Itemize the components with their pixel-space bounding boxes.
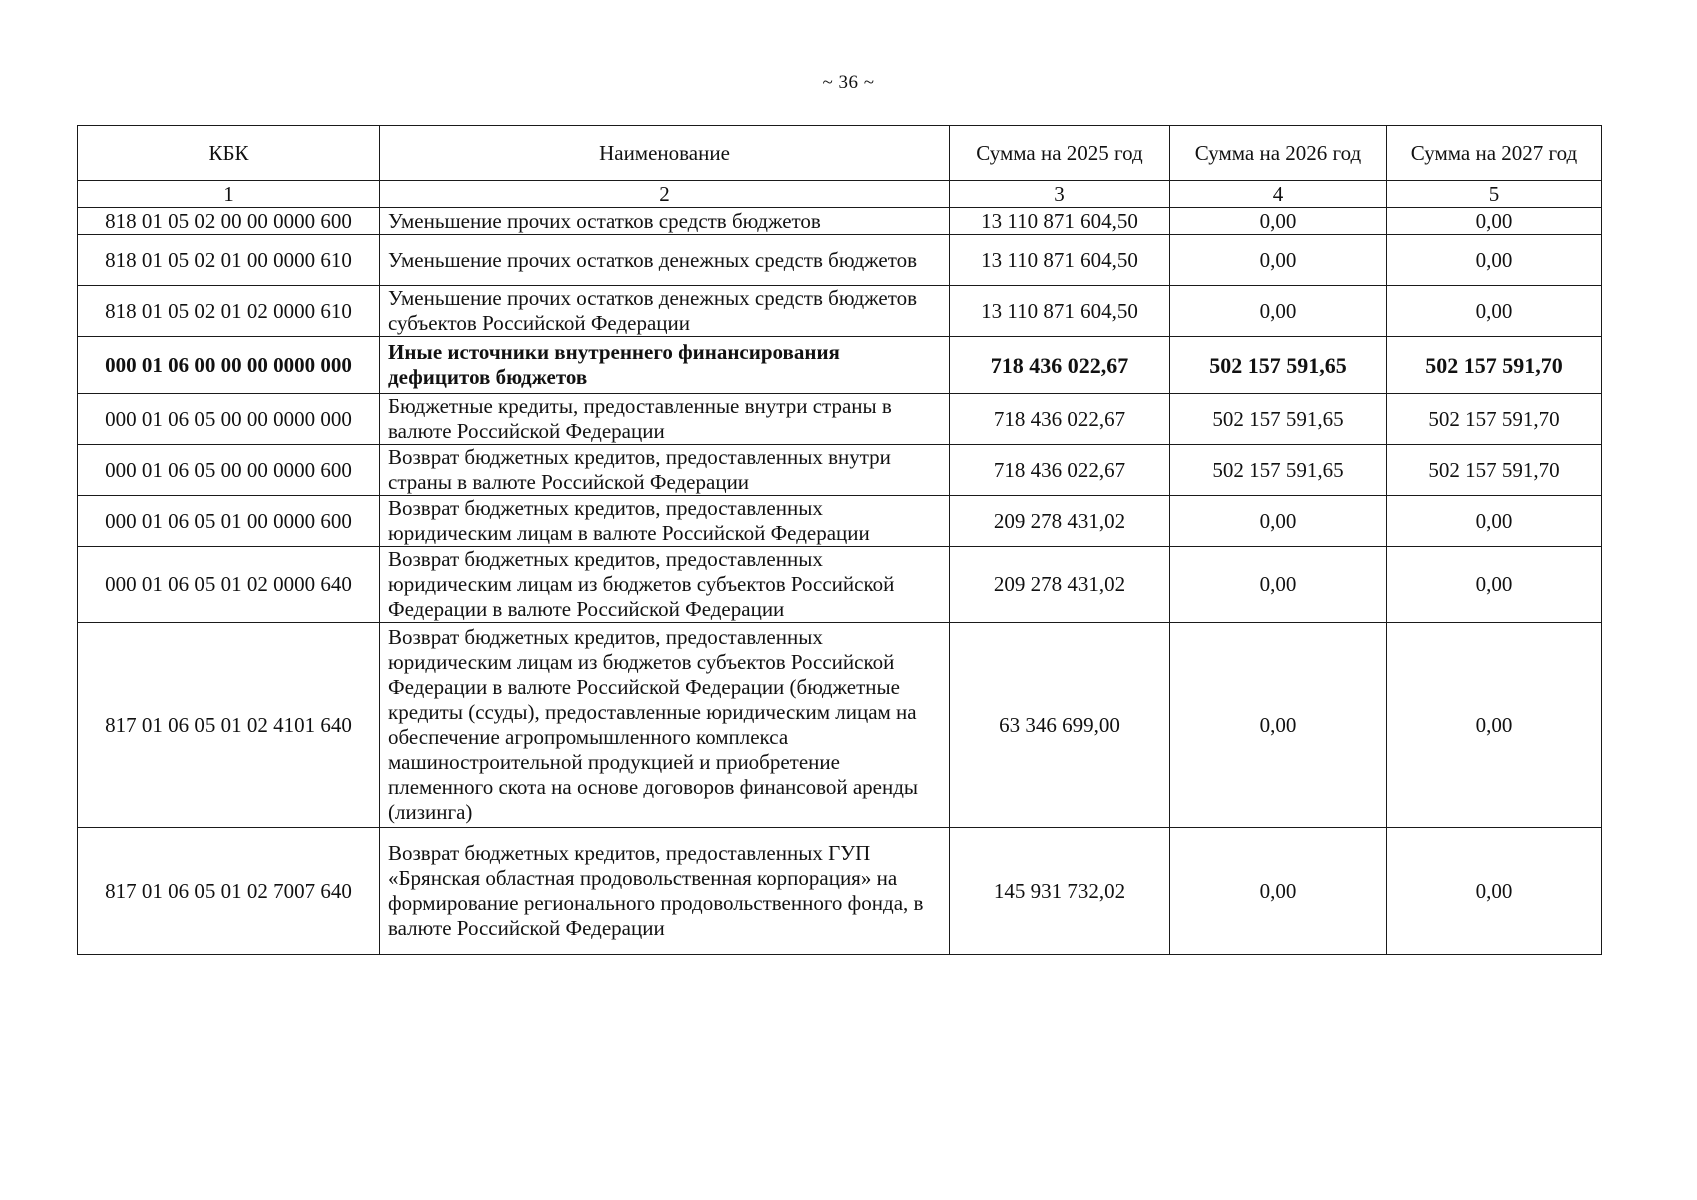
kbk-code: 817 01 06 05 01 02 7007 640 [78, 828, 380, 955]
kbk-code: 818 01 05 02 01 00 0000 610 [78, 235, 380, 286]
sum-2027: 502 157 591,70 [1387, 337, 1602, 394]
table-header-row [78, 126, 1602, 181]
row-name: Возврат бюджетных кредитов, предоставленных юридическим лицам из бюджетов субъектов Российской Федерации в валюте Российской Федерации [380, 547, 950, 623]
row-name: Уменьшение прочих остатков средств бюджетов [380, 208, 950, 235]
row-name: Иные источники внутреннего финансирования дефицитов бюджетов [380, 337, 950, 394]
sum-2025: 13 110 871 604,50 [950, 286, 1170, 337]
sum-2025: 718 436 022,67 [950, 337, 1170, 394]
header-sum-2026: Сумма на 2026 год [1170, 126, 1387, 181]
table-row [78, 623, 1602, 828]
kbk-code: 818 01 05 02 00 00 0000 600 [78, 208, 380, 235]
row-name: Возврат бюджетных кредитов, предоставленных юридическим лицам из бюджетов субъектов Российской Федерации в валюте Российской Федерации (бюджетные кредиты (ссуды), предоставленные юридическим лицам на обеспечение агропромышленного комплекса машиностроительной продукцией и приобретение племенного скота на основе договоров финансовой аренды (лизинга) [380, 623, 950, 828]
sum-2027: 0,00 [1387, 623, 1602, 828]
page-number: ~ 36 ~ [822, 72, 875, 93]
table-row [78, 394, 1602, 445]
sum-2027: 0,00 [1387, 547, 1602, 623]
sum-2025: 13 110 871 604,50 [950, 235, 1170, 286]
row-name: Бюджетные кредиты, предоставленные внутри страны в валюте Российской Федерации [380, 394, 950, 445]
sum-2027: 0,00 [1387, 496, 1602, 547]
sum-2025: 209 278 431,02 [950, 547, 1170, 623]
kbk-code: 000 01 06 05 00 00 0000 000 [78, 394, 380, 445]
budget-sources-table [77, 125, 1602, 955]
table-row [78, 445, 1602, 496]
column-number-row [78, 181, 1602, 208]
header-sum-2027: Сумма на 2027 год [1387, 126, 1602, 181]
sum-2027: 0,00 [1387, 286, 1602, 337]
sum-2027: 502 157 591,70 [1387, 445, 1602, 496]
header-sum-2025: Сумма на 2025 год [950, 126, 1170, 181]
sum-2026: 0,00 [1170, 235, 1387, 286]
sum-2027: 0,00 [1387, 828, 1602, 955]
header-kbk: КБК [78, 126, 380, 181]
sum-2025: 63 346 699,00 [950, 623, 1170, 828]
table-row [78, 208, 1602, 235]
sum-2025: 718 436 022,67 [950, 394, 1170, 445]
kbk-code: 000 01 06 00 00 00 0000 000 [78, 337, 380, 394]
kbk-code: 000 01 06 05 00 00 0000 600 [78, 445, 380, 496]
sum-2026: 502 157 591,65 [1170, 445, 1387, 496]
table-row [78, 286, 1602, 337]
sum-2025: 718 436 022,67 [950, 445, 1170, 496]
sum-2026: 0,00 [1170, 496, 1387, 547]
row-name: Возврат бюджетных кредитов, предоставленных внутри страны в валюте Российской Федерации [380, 445, 950, 496]
column-number: 1 [78, 181, 380, 208]
sum-2025: 145 931 732,02 [950, 828, 1170, 955]
table-row [78, 547, 1602, 623]
row-name: Уменьшение прочих остатков денежных средств бюджетов [380, 235, 950, 286]
sum-2026: 0,00 [1170, 623, 1387, 828]
sum-2026: 502 157 591,65 [1170, 394, 1387, 445]
kbk-code: 000 01 06 05 01 00 0000 600 [78, 496, 380, 547]
row-name: Возврат бюджетных кредитов, предоставленных юридическим лицам в валюте Российской Федерации [380, 496, 950, 547]
header-name: Наименование [380, 126, 950, 181]
column-number: 3 [950, 181, 1170, 208]
sum-2027: 0,00 [1387, 235, 1602, 286]
kbk-code: 818 01 05 02 01 02 0000 610 [78, 286, 380, 337]
kbk-code: 817 01 06 05 01 02 4101 640 [78, 623, 380, 828]
sum-2026: 0,00 [1170, 286, 1387, 337]
kbk-code: 000 01 06 05 01 02 0000 640 [78, 547, 380, 623]
sum-2026: 0,00 [1170, 208, 1387, 235]
row-name: Уменьшение прочих остатков денежных средств бюджетов субъектов Российской Федерации [380, 286, 950, 337]
sum-2026: 502 157 591,65 [1170, 337, 1387, 394]
sum-2027: 502 157 591,70 [1387, 394, 1602, 445]
table-row-total [78, 337, 1602, 394]
table-row [78, 828, 1602, 955]
row-name: Возврат бюджетных кредитов, предоставленных ГУП «Брянская областная продовольственная корпорация» на формирование регионального продовольственного фонда, в валюте Российской Федерации [380, 828, 950, 955]
sum-2027: 0,00 [1387, 208, 1602, 235]
sum-2026: 0,00 [1170, 828, 1387, 955]
column-number: 4 [1170, 181, 1387, 208]
table-row [78, 496, 1602, 547]
column-number: 2 [380, 181, 950, 208]
sum-2025: 13 110 871 604,50 [950, 208, 1170, 235]
column-number: 5 [1387, 181, 1602, 208]
table-row [78, 235, 1602, 286]
sum-2025: 209 278 431,02 [950, 496, 1170, 547]
sum-2026: 0,00 [1170, 547, 1387, 623]
